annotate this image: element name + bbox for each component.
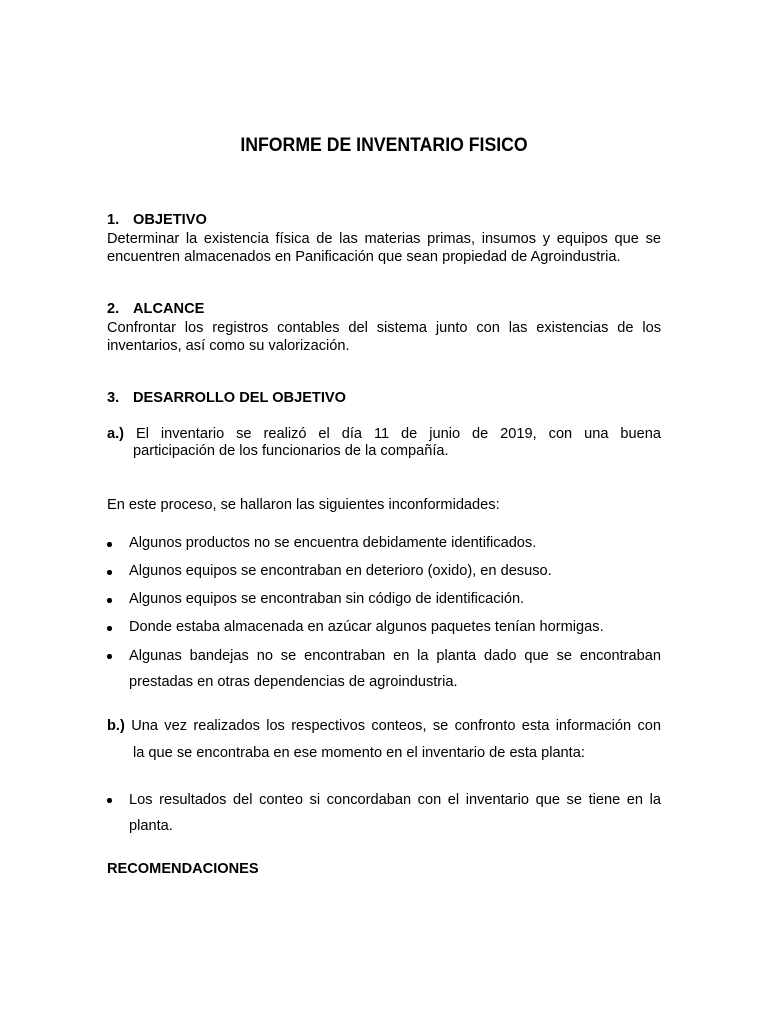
item-b-text: Una vez realizados los respectivos conteos, se confronto esta información con	[131, 718, 661, 734]
list-item	[107, 563, 661, 579]
paragraph-line: Determinar la existencia física de las materias primas, insumos y equipos que se	[107, 231, 661, 247]
paragraph-line: encuentren almacenados en Panificación que sean propiedad de Agroindustria.	[107, 249, 621, 265]
section-title: DESARROLLO DEL OBJETIVO	[133, 390, 346, 406]
section-heading-desarrollo	[107, 390, 346, 406]
item-a-marker: a.)	[107, 426, 125, 442]
inconformidades-intro: En este proceso, se hallaron las siguientes inconformidades:	[107, 497, 500, 513]
item-a	[107, 426, 661, 459]
alcance-paragraph	[107, 319, 661, 355]
item-b-line-continued: la que se encontraba en ese momento en el inventario de esta planta:	[133, 745, 585, 761]
section-heading-alcance	[107, 301, 204, 317]
list-item	[107, 647, 661, 695]
objetivo-paragraph	[107, 230, 661, 266]
page-title: INFORME DE INVENTARIO FISICO	[240, 135, 528, 156]
list-item-text: Algunos equipos se encontraban sin código de identificación.	[129, 591, 525, 607]
paragraph-line: inventarios, así como su valorización.	[107, 338, 350, 354]
list-item	[107, 591, 661, 607]
list-item-text: Algunos equipos se encontraban en deterioro (oxido), en desuso.	[129, 563, 552, 579]
list-item	[107, 791, 661, 839]
section-number: 2.	[107, 301, 120, 317]
section-heading-recomendaciones: RECOMENDACIONES	[107, 861, 259, 877]
item-b-marker: b.)	[107, 718, 125, 734]
section-title: ALCANCE	[133, 301, 205, 317]
section-number: 1.	[107, 212, 120, 228]
list-item-text: Donde estaba almacenada en azúcar algunos paquetes tenían hormigas.	[129, 619, 604, 635]
item-b-line	[107, 713, 661, 740]
section-title: OBJETIVO	[133, 212, 207, 228]
section-heading-objetivo	[107, 212, 207, 228]
item-a-line	[107, 426, 661, 442]
list-item	[107, 535, 661, 551]
item-a-text: El inventario se realizó el día 11 de junio de 2019, con una buena	[135, 426, 661, 442]
item-b	[107, 718, 661, 767]
paragraph-line: Confrontar los registros contables del sistema junto con las existencias de los	[107, 320, 661, 336]
list-item	[107, 619, 661, 635]
list-item-text: Algunas bandejas no se encontraban en la planta dado que se encontraban	[129, 648, 661, 664]
list-item-text: planta.	[129, 818, 173, 834]
section-number: 3.	[107, 390, 120, 406]
list-item-text: Los resultados del conteo si concordaban con el inventario que se tiene en la	[129, 792, 661, 808]
list-item-text: Algunos productos no se encuentra debidamente identificados.	[129, 535, 537, 551]
item-a-line-continued: participación de los funcionarios de la compañía.	[133, 443, 449, 459]
list-item-text: prestadas en otras dependencias de agroindustria.	[129, 674, 458, 690]
